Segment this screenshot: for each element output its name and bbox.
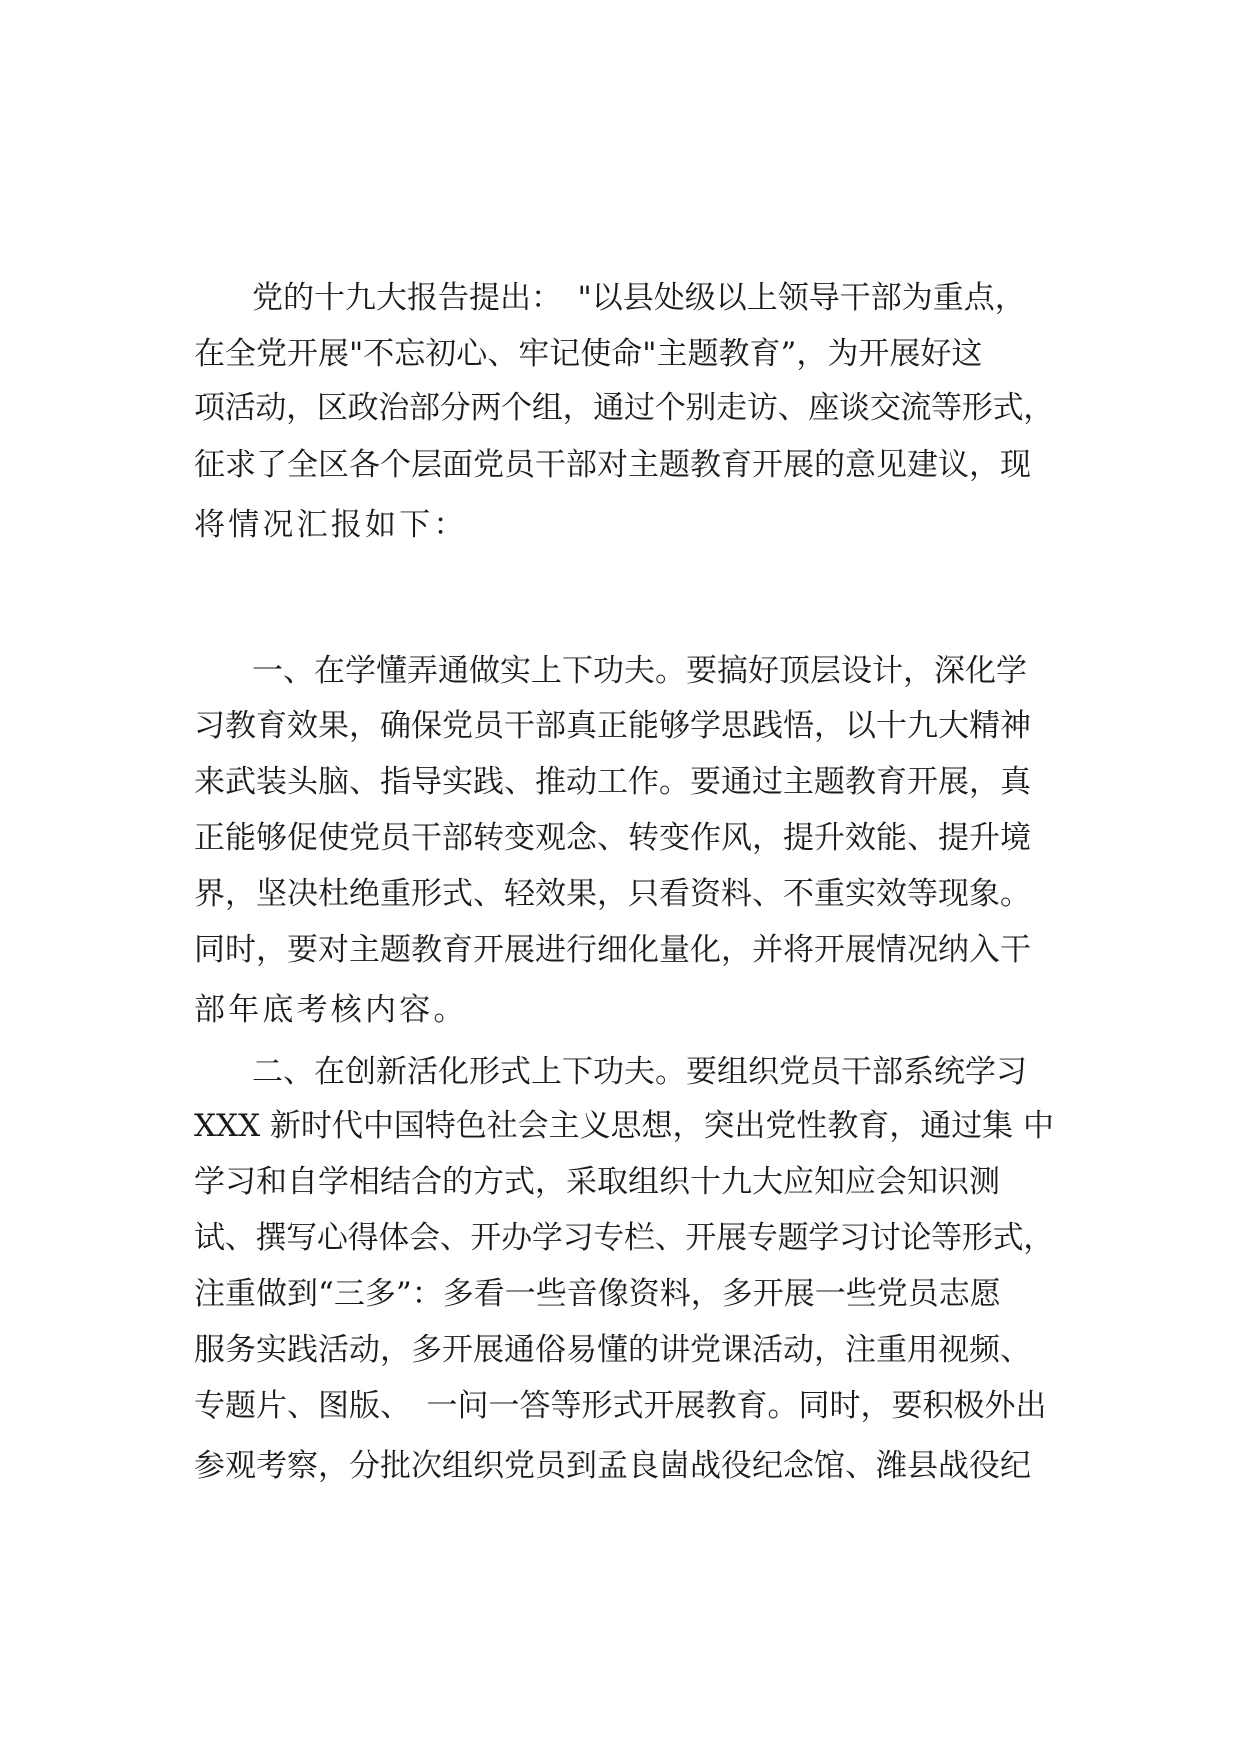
- paragraph-2-line-2: 习教育效果，确保党员干部真正能够学思践悟，以十九大精神: [194, 708, 1031, 744]
- paragraph-2-line-1: 一、在学懂弄通做实上下功夫。要搞好顶层设计，深化学: [252, 653, 1027, 689]
- paragraph-2-line-3: 来武装头脑、指导实践、推动工作。要通过主题教育开展，真: [194, 764, 1031, 800]
- paragraph-3-line-5: 注重做到“三多”：多看一些音像资料，多开展一些党员志愿: [194, 1276, 1001, 1312]
- paragraph-3-line-1: 二、在创新活化形式上下功夫。要组织党员干部系统学习: [252, 1054, 1027, 1090]
- paragraph-3-line-7: 专题片、图版、 一问一答等形式开展教育。同时，要积极外出: [194, 1388, 1047, 1424]
- paragraph-3-line-4: 试、撰写心得体会、开办学习专栏、开展专题学习讨论等形式，: [194, 1220, 1054, 1256]
- paragraph-1-line-4: 征求了全区各个层面党员干部对主题教育开展的意见建议，现: [194, 447, 1031, 483]
- paragraph-1-line-3: 项活动，区政治部分两个组，通过个别走访、座谈交流等形式，: [194, 390, 1054, 426]
- paragraph-1-line-1: 党的十九大报告提出： "以县处级以上领导干部为重点，: [252, 280, 1026, 316]
- paragraph-3-line-3: 学习和自学相结合的方式，采取组织十九大应知应会知识测: [194, 1164, 1000, 1200]
- paragraph-3-line-2: XXX 新时代中国特色社会主义思想，突出党性教育，通过集 中: [194, 1108, 1054, 1144]
- paragraph-3-line-6: 服务实践活动，多开展通俗易懂的讲党课活动，注重用视频、: [194, 1332, 1031, 1368]
- paragraph-1-line-5: 将情况汇报如下：: [194, 507, 468, 543]
- paragraph-2-line-7: 部年底考核内容。: [194, 992, 468, 1028]
- paragraph-1-line-2: 在全党开展"不忘初心、牢记使命"主题教育”，为开展好这: [194, 336, 983, 372]
- paragraph-3-line-8: 参观考察，分批次组织党员到孟良崮战役纪念馆、潍县战役纪: [194, 1448, 1031, 1484]
- paragraph-2-line-4: 正能够促使党员干部转变观念、转变作风，提升效能、提升境: [194, 820, 1031, 856]
- paragraph-2-line-5: 界，坚决杜绝重形式、轻效果，只看资料、不重实效等现象。: [194, 876, 1031, 912]
- paragraph-2-line-6: 同时，要对主题教育开展进行细化量化，并将开展情况纳入干: [194, 932, 1031, 968]
